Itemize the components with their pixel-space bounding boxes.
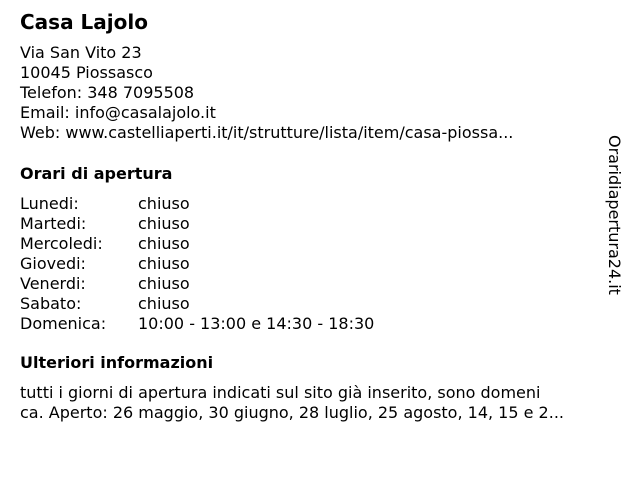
day-hours: chiuso: [138, 194, 190, 213]
phone-number: Telefon: 348 7095508: [20, 83, 195, 102]
further-info-heading: Ulteriori informazioni: [20, 353, 214, 372]
site-brand-watermark: [604, 135, 624, 295]
day-hours: chiuso: [138, 214, 190, 233]
day-hours: 10:00 - 13:00 e 14:30 - 18:30: [138, 314, 375, 333]
info-line: ca. Aperto: 26 maggio, 30 giugno, 28 luglio, 25 agosto, 14, 15 e 2...: [20, 403, 564, 422]
day-label: Giovedi:: [20, 254, 86, 273]
street-address: Via San Vito 23: [20, 43, 142, 62]
site-brand-text: Oraridiapertura24.it: [605, 135, 624, 295]
day-label: Martedi:: [20, 214, 87, 233]
further-info-text: [20, 383, 620, 423]
day-hours: chiuso: [138, 254, 190, 273]
website-link: Web: www.castelliaperti.it/it/strutture/lista/item/casa-piossa...: [20, 123, 514, 142]
day-label: Venerdi:: [20, 274, 86, 293]
day-hours: chiuso: [138, 274, 190, 293]
city-address: 10045 Piossasco: [20, 63, 153, 82]
day-label: Lunedi:: [20, 194, 79, 213]
contact-info: [20, 43, 513, 143]
day-label: Sabato:: [20, 294, 82, 313]
email-address: Email: info@casalajolo.it: [20, 103, 216, 122]
opening-hours-heading: Orari di apertura: [20, 164, 173, 183]
info-line: tutti i giorni di apertura indicati sul sito già inserito, sono domeni: [20, 383, 541, 402]
day-hours: chiuso: [138, 294, 190, 313]
day-label: Domenica:: [20, 314, 107, 333]
day-hours: chiuso: [138, 234, 190, 253]
day-label: Mercoledi:: [20, 234, 103, 253]
place-title: Casa Lajolo: [20, 10, 148, 34]
